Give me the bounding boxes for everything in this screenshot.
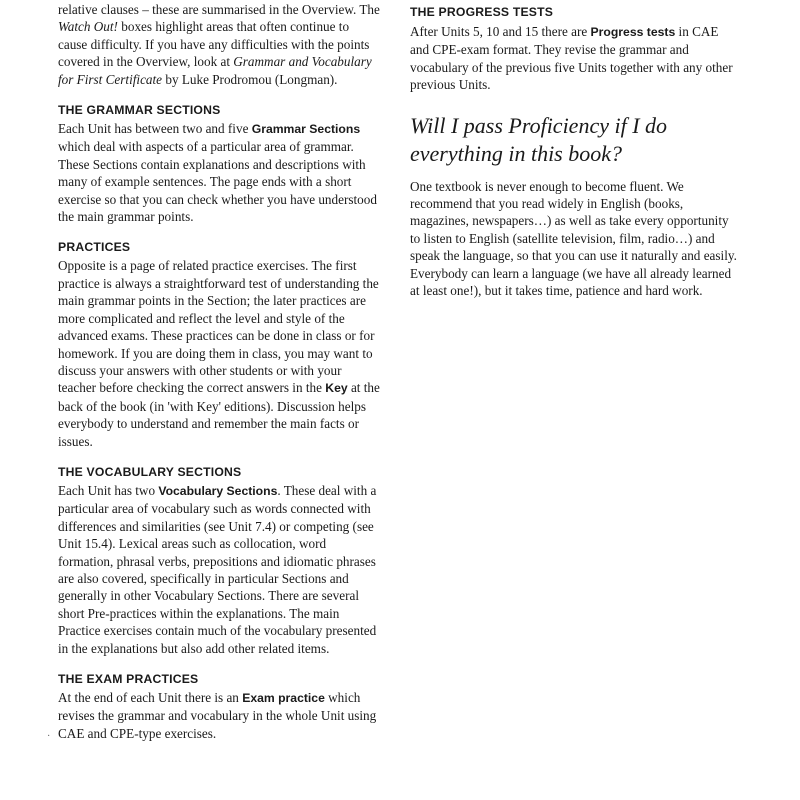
- grammar-text-2: which deal with aspects of a particular area of grammar. These Sections contain explanations and descriptions with many of example sentences. The page ends with a short exercise so that you can check whether you have understood the main grammar points.: [58, 139, 377, 225]
- practices-text-2: at the back of the book (in 'with Key' editions). Discussion helps everybody to understand and remember the main facts or issues.: [58, 380, 380, 449]
- vocabulary-sections-heading: THE VOCABULARY SECTIONS: [58, 464, 242, 479]
- proficiency-answer-paragraph: One textbook is never enough to become fluent. We recommend that you read widely in English (books, magazines, newspapers…) as well as take every opportunity to listen to English (satellite television, film, radio…) and speak the language, so that you can use it naturally and easily. Everybody can learn a language (we have all already learned at least one!), but it takes time, patience and hard work.: [410, 178, 737, 299]
- intro-paragraph: [58, 1, 380, 88]
- grammar-sections-heading: THE GRAMMAR SECTIONS: [58, 103, 221, 118]
- left-column: [58, 0, 380, 742]
- right-column: [410, 0, 740, 299]
- intro-text-1: relative clauses – these are summarised in the Overview. The: [58, 2, 380, 17]
- exam-text-2: which revises the grammar and vocabulary in the whole Unit using CAE and CPE-type exercises.: [58, 690, 377, 741]
- vocabulary-sections-term: Vocabulary Sections: [158, 483, 278, 498]
- progress-text-1: After Units 5, 10 and 15 there are: [410, 24, 591, 39]
- exam-practice-term: Exam practice: [242, 691, 325, 705]
- key-term: Key: [325, 381, 348, 396]
- margin-dot: ·: [47, 731, 51, 742]
- progress-text-2: in CAE and CPE-exam format. They revise the grammar and vocabulary of the previous five Units together with any other previous Units.: [410, 24, 733, 93]
- progress-tests-heading: THE PROGRESS TESTS: [410, 5, 554, 19]
- watch-out-term: Watch Out!: [58, 19, 118, 35]
- exam-text-1: At the end of each Unit there is an: [58, 690, 243, 705]
- vocabulary-sections-paragraph: [58, 482, 380, 657]
- practices-text-1: Opposite is a page of related practice exercises. The first practice is always a straightforward test of understanding the main grammar points in the Section; the later practices are more complicated and reflect the level and style of the advanced exams. These practices can be done in class or for homework. If you are doing them in class, you may want to discuss your answers with other students or with your teacher before checking the correct answers in the: [58, 258, 379, 396]
- exam-practices-paragraph: [58, 689, 380, 742]
- exam-practices-heading: THE EXAM PRACTICES: [58, 672, 199, 686]
- grammar-sections-paragraph: [58, 120, 380, 225]
- vocabulary-text-1: Each Unit has two: [58, 482, 159, 498]
- practices-heading: PRACTICES: [58, 240, 131, 255]
- practices-paragraph: [58, 257, 380, 449]
- book-title: Grammar and Vocabulary for First Certificate: [58, 54, 372, 87]
- progress-tests-term: Progress tests: [590, 25, 676, 39]
- vocabulary-text-2: . These deal with a particular area of vocabulary such as words connected with differences and similarities (see Unit 7.4) or competing (see Unit 15.4). Lexical areas such as collocation, word formation, phrasal verbs, prepositions and idiomatic phrases are also covered, specifically in particular Sections and generally in other Vocabulary Sections. There are several short Pre-practices within the explanations. The main Practice exercises contain much of the vocabulary presented in the explanations but also add other related items.: [58, 482, 377, 656]
- proficiency-question-heading: Will I pass Proficiency if I do everything in this book?: [410, 112, 668, 166]
- intro-text-2: boxes highlight areas that often continue to cause difficulty. If you have any difficulties with the points covered in the Overview, look at: [58, 19, 370, 70]
- intro-text-3: by Luke Prodromou (Longman).: [162, 71, 338, 87]
- grammar-sections-term: Grammar Sections: [251, 122, 361, 137]
- grammar-text-1: Each Unit has between two and five: [58, 121, 252, 137]
- progress-tests-paragraph: [410, 23, 740, 94]
